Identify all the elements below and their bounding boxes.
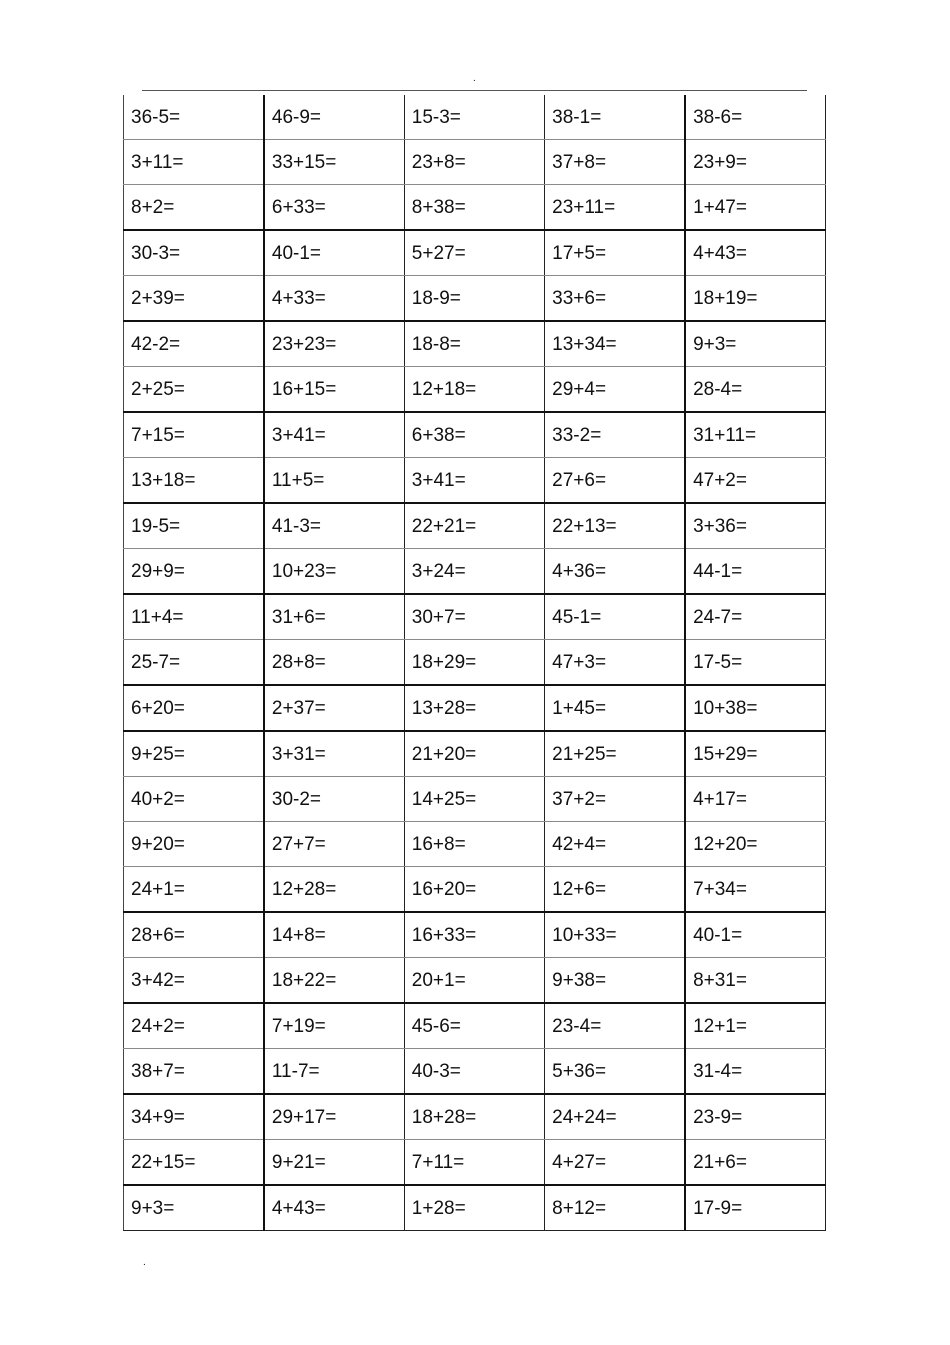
problem-cell: 28+6=	[124, 912, 264, 958]
problem-cell: 9+25=	[124, 731, 264, 777]
problem-cell: 31+6=	[264, 594, 404, 640]
problem-cell: 5+36=	[545, 1049, 685, 1095]
problem-cell: 38+7=	[124, 1049, 264, 1095]
table-row	[124, 140, 826, 185]
problem-cell: 29+17=	[264, 1094, 404, 1140]
problem-cell: 1+47=	[685, 185, 825, 231]
table-row	[124, 685, 826, 731]
problem-cell: 24+1=	[124, 867, 264, 913]
problem-cell: 4+33=	[264, 276, 404, 322]
table-row	[124, 230, 826, 276]
table-row	[124, 549, 826, 595]
problem-cell: 18+19=	[685, 276, 825, 322]
problem-cell: 3+31=	[264, 731, 404, 777]
table-row	[124, 95, 826, 140]
problem-cell: 28-4=	[685, 367, 825, 413]
problem-cell: 16+8=	[404, 822, 544, 867]
problem-cell: 8+31=	[685, 958, 825, 1004]
table-row	[124, 1185, 826, 1231]
problem-cell: 23-9=	[685, 1094, 825, 1140]
problem-cell: 24+2=	[124, 1003, 264, 1049]
table-row	[124, 731, 826, 777]
problem-cell: 33-2=	[545, 412, 685, 458]
problem-cell: 12+20=	[685, 822, 825, 867]
problem-cell: 12+28=	[264, 867, 404, 913]
problem-cell: 17-5=	[685, 640, 825, 686]
problem-cell: 11+4=	[124, 594, 264, 640]
problem-cell: 12+6=	[545, 867, 685, 913]
problem-cell: 7+19=	[264, 1003, 404, 1049]
problem-cell: 22+13=	[545, 503, 685, 549]
problem-cell: 37+8=	[545, 140, 685, 185]
header-mark: .	[473, 73, 476, 84]
problem-cell: 13+18=	[124, 458, 264, 504]
problem-cell: 21+20=	[404, 731, 544, 777]
problem-cell: 14+25=	[404, 777, 544, 822]
header-rule	[142, 90, 807, 91]
worksheet-body	[124, 95, 826, 1231]
problem-cell: 7+34=	[685, 867, 825, 913]
problem-cell: 9+20=	[124, 822, 264, 867]
problem-cell: 11-7=	[264, 1049, 404, 1095]
table-row	[124, 640, 826, 686]
problem-cell: 2+37=	[264, 685, 404, 731]
problem-cell: 6+38=	[404, 412, 544, 458]
problem-cell: 30-3=	[124, 230, 264, 276]
table-row	[124, 777, 826, 822]
problem-cell: 42-2=	[124, 321, 264, 367]
problem-cell: 23+9=	[685, 140, 825, 185]
problem-cell: 28+8=	[264, 640, 404, 686]
problem-cell: 9+21=	[264, 1140, 404, 1186]
problem-cell: 10+23=	[264, 549, 404, 595]
problem-cell: 40-3=	[404, 1049, 544, 1095]
problem-cell: 18+29=	[404, 640, 544, 686]
problem-cell: 47+2=	[685, 458, 825, 504]
problem-cell: 23+23=	[264, 321, 404, 367]
problem-cell: 6+33=	[264, 185, 404, 231]
problem-cell: 37+2=	[545, 777, 685, 822]
table-row	[124, 958, 826, 1004]
table-row	[124, 185, 826, 231]
problem-cell: 18-8=	[404, 321, 544, 367]
table-row	[124, 503, 826, 549]
problem-cell: 19-5=	[124, 503, 264, 549]
problem-cell: 42+4=	[545, 822, 685, 867]
problem-cell: 7+15=	[124, 412, 264, 458]
problem-cell: 41-3=	[264, 503, 404, 549]
problem-cell: 8+12=	[545, 1185, 685, 1231]
table-row	[124, 867, 826, 913]
table-row	[124, 1094, 826, 1140]
problem-cell: 6+20=	[124, 685, 264, 731]
problem-cell: 33+6=	[545, 276, 685, 322]
problem-cell: 45-1=	[545, 594, 685, 640]
problem-cell: 18+28=	[404, 1094, 544, 1140]
problem-cell: 13+34=	[545, 321, 685, 367]
problem-cell: 3+41=	[404, 458, 544, 504]
table-row	[124, 912, 826, 958]
problem-cell: 4+43=	[685, 230, 825, 276]
problem-cell: 21+6=	[685, 1140, 825, 1186]
problem-cell: 29+9=	[124, 549, 264, 595]
problem-cell: 38-1=	[545, 95, 685, 140]
problem-cell: 30-2=	[264, 777, 404, 822]
problem-cell: 1+45=	[545, 685, 685, 731]
problem-cell: 14+8=	[264, 912, 404, 958]
table-row	[124, 367, 826, 413]
problem-cell: 2+39=	[124, 276, 264, 322]
problem-cell: 8+38=	[404, 185, 544, 231]
problem-cell: 12+1=	[685, 1003, 825, 1049]
problem-cell: 46-9=	[264, 95, 404, 140]
problem-cell: 18+22=	[264, 958, 404, 1004]
problem-cell: 3+24=	[404, 549, 544, 595]
problem-cell: 23-4=	[545, 1003, 685, 1049]
problem-cell: 45-6=	[404, 1003, 544, 1049]
table-row	[124, 594, 826, 640]
problem-cell: 7+11=	[404, 1140, 544, 1186]
problem-cell: 16+15=	[264, 367, 404, 413]
problem-cell: 8+2=	[124, 185, 264, 231]
problem-cell: 44-1=	[685, 549, 825, 595]
problem-cell: 16+20=	[404, 867, 544, 913]
problem-cell: 29+4=	[545, 367, 685, 413]
problem-cell: 10+38=	[685, 685, 825, 731]
problem-cell: 9+3=	[124, 1185, 264, 1231]
problem-cell: 27+7=	[264, 822, 404, 867]
problem-cell: 47+3=	[545, 640, 685, 686]
problem-cell: 40-1=	[264, 230, 404, 276]
problem-cell: 12+18=	[404, 367, 544, 413]
problem-cell: 30+7=	[404, 594, 544, 640]
problem-cell: 24+24=	[545, 1094, 685, 1140]
problem-cell: 1+28=	[404, 1185, 544, 1231]
problem-cell: 15-3=	[404, 95, 544, 140]
problem-cell: 38-6=	[685, 95, 825, 140]
problem-cell: 40-1=	[685, 912, 825, 958]
problem-cell: 22+15=	[124, 1140, 264, 1186]
problem-cell: 4+36=	[545, 549, 685, 595]
problem-cell: 22+21=	[404, 503, 544, 549]
table-row	[124, 822, 826, 867]
problem-cell: 3+41=	[264, 412, 404, 458]
problem-cell: 40+2=	[124, 777, 264, 822]
problem-cell: 27+6=	[545, 458, 685, 504]
problem-cell: 20+1=	[404, 958, 544, 1004]
arithmetic-worksheet-table	[123, 95, 826, 1231]
problem-cell: 33+15=	[264, 140, 404, 185]
table-row	[124, 321, 826, 367]
problem-cell: 13+28=	[404, 685, 544, 731]
problem-cell: 4+43=	[264, 1185, 404, 1231]
table-row	[124, 412, 826, 458]
problem-cell: 36-5=	[124, 95, 264, 140]
footer-mark: .	[143, 1257, 146, 1268]
problem-cell: 31+11=	[685, 412, 825, 458]
problem-cell: 5+27=	[404, 230, 544, 276]
table-row	[124, 276, 826, 322]
problem-cell: 3+42=	[124, 958, 264, 1004]
problem-cell: 9+38=	[545, 958, 685, 1004]
problem-cell: 34+9=	[124, 1094, 264, 1140]
table-row	[124, 1003, 826, 1049]
problem-cell: 10+33=	[545, 912, 685, 958]
problem-cell: 23+8=	[404, 140, 544, 185]
problem-cell: 17-9=	[685, 1185, 825, 1231]
problem-cell: 4+17=	[685, 777, 825, 822]
problem-cell: 4+27=	[545, 1140, 685, 1186]
table-row	[124, 458, 826, 504]
problem-cell: 18-9=	[404, 276, 544, 322]
problem-cell: 3+36=	[685, 503, 825, 549]
problem-cell: 3+11=	[124, 140, 264, 185]
problem-cell: 17+5=	[545, 230, 685, 276]
problem-cell: 31-4=	[685, 1049, 825, 1095]
problem-cell: 23+11=	[545, 185, 685, 231]
problem-cell: 16+33=	[404, 912, 544, 958]
problem-cell: 15+29=	[685, 731, 825, 777]
problem-cell: 24-7=	[685, 594, 825, 640]
problem-cell: 11+5=	[264, 458, 404, 504]
problem-cell: 21+25=	[545, 731, 685, 777]
table-row	[124, 1140, 826, 1186]
problem-cell: 2+25=	[124, 367, 264, 413]
problem-cell: 9+3=	[685, 321, 825, 367]
problem-cell: 25-7=	[124, 640, 264, 686]
table-row	[124, 1049, 826, 1095]
